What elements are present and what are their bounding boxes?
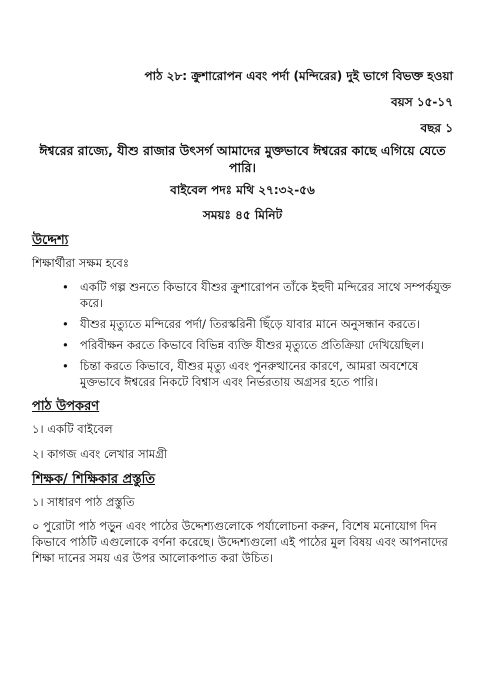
bullet-icon: • [62, 359, 69, 373]
objective-item [62, 316, 453, 332]
objective-text: চিন্তা করতে কিভাবে, যীশুর মৃত্যু এবং পুনরুত্থানের কারণে, আমরা অবশেষে মুক্তভাবে ঈশ্বরের নিকটে বিশ্বাস এবং নির্ভরতায় অগ্রসর হতে পারি। [80, 359, 419, 389]
materials-heading: পাঠ উপকরণ [32, 399, 100, 414]
curriculum-year: বছর ১ [420, 121, 453, 135]
objectives-intro: শিক্ষার্থীরা সক্ষম হবেঃ [32, 256, 129, 270]
preparation-text: ০ পুরোটা পাঠ পড়ুন এবং পাঠের উদ্দেশ্যগুলোকে পর্যালোচনা করুন, বিশেষ মনোযোগ দিন কিভাবে পাঠটি এগুলোকে বর্ণনা করেছে। উদ্দেশ্যগুলো এই পাঠের মুল বিষয় এবং আপনাদের শিক্ষা দানের সময় এর উপর আলোকপাত করা উচিত। [32, 519, 448, 565]
lesson-theme: ঈশ্বরের রাজ্যে, যীশু রাজার উৎসর্গ আমাদের মুক্তভাবে ঈশ্বরের কাছে এগিয়ে যেতে পারি। [39, 143, 446, 175]
preparation-subheading: ১। সাধারণ পাঠ প্রস্তুতি [32, 495, 135, 509]
preparation-heading: শিক্ষক/ শিক্ষিকার প্রস্তুতি [32, 472, 156, 487]
lesson-title: পাঠ ২৮: ক্রুশারোপন এবং পর্দা (মন্দিরের) দুই ভাগে বিভক্ত হওয়া [144, 69, 453, 83]
material-item: ১। একটি বাইবেল [32, 422, 113, 436]
objective-item [62, 358, 453, 390]
bullet-icon: • [62, 280, 69, 294]
bible-passage: বাইবেল পদঃ মথি ২৭:৩২-৫৬ [170, 183, 315, 197]
objective-text: পরিবীক্ষন করতে কিভাবে বিভিন্ন ব্যক্তি যীশুর মৃত্যুতে প্রতিক্রিয়া দেখিয়েছিল। [80, 338, 424, 352]
bullet-icon: • [62, 317, 69, 331]
age-range: বয়স ১৫-১৭ [391, 95, 453, 109]
objective-item [62, 337, 453, 353]
objectives-heading: উদ্দেশ্য [32, 233, 69, 248]
objectives-list [32, 279, 453, 390]
material-item: ২। কাগজ এবং লেখার সামগ্রী [32, 447, 168, 461]
lesson-duration: সময়ঃ ৪৫ মিনিট [202, 208, 283, 222]
objective-text: যীশুর মৃত্যুতে মন্দিরের পর্দা/ তিরস্করিনী ছিঁড়ে যাবার মানে অনুসন্ধান করতে। [80, 317, 420, 331]
bullet-icon: • [62, 338, 69, 352]
objective-item [62, 279, 453, 311]
objective-text: একটি গল্প শুনতে কিভাবে যীশুর ক্রুশারোপন তাঁকে ইহুদী মন্দিরের সাথে সম্পর্কযুক্ত করে। [80, 280, 451, 310]
